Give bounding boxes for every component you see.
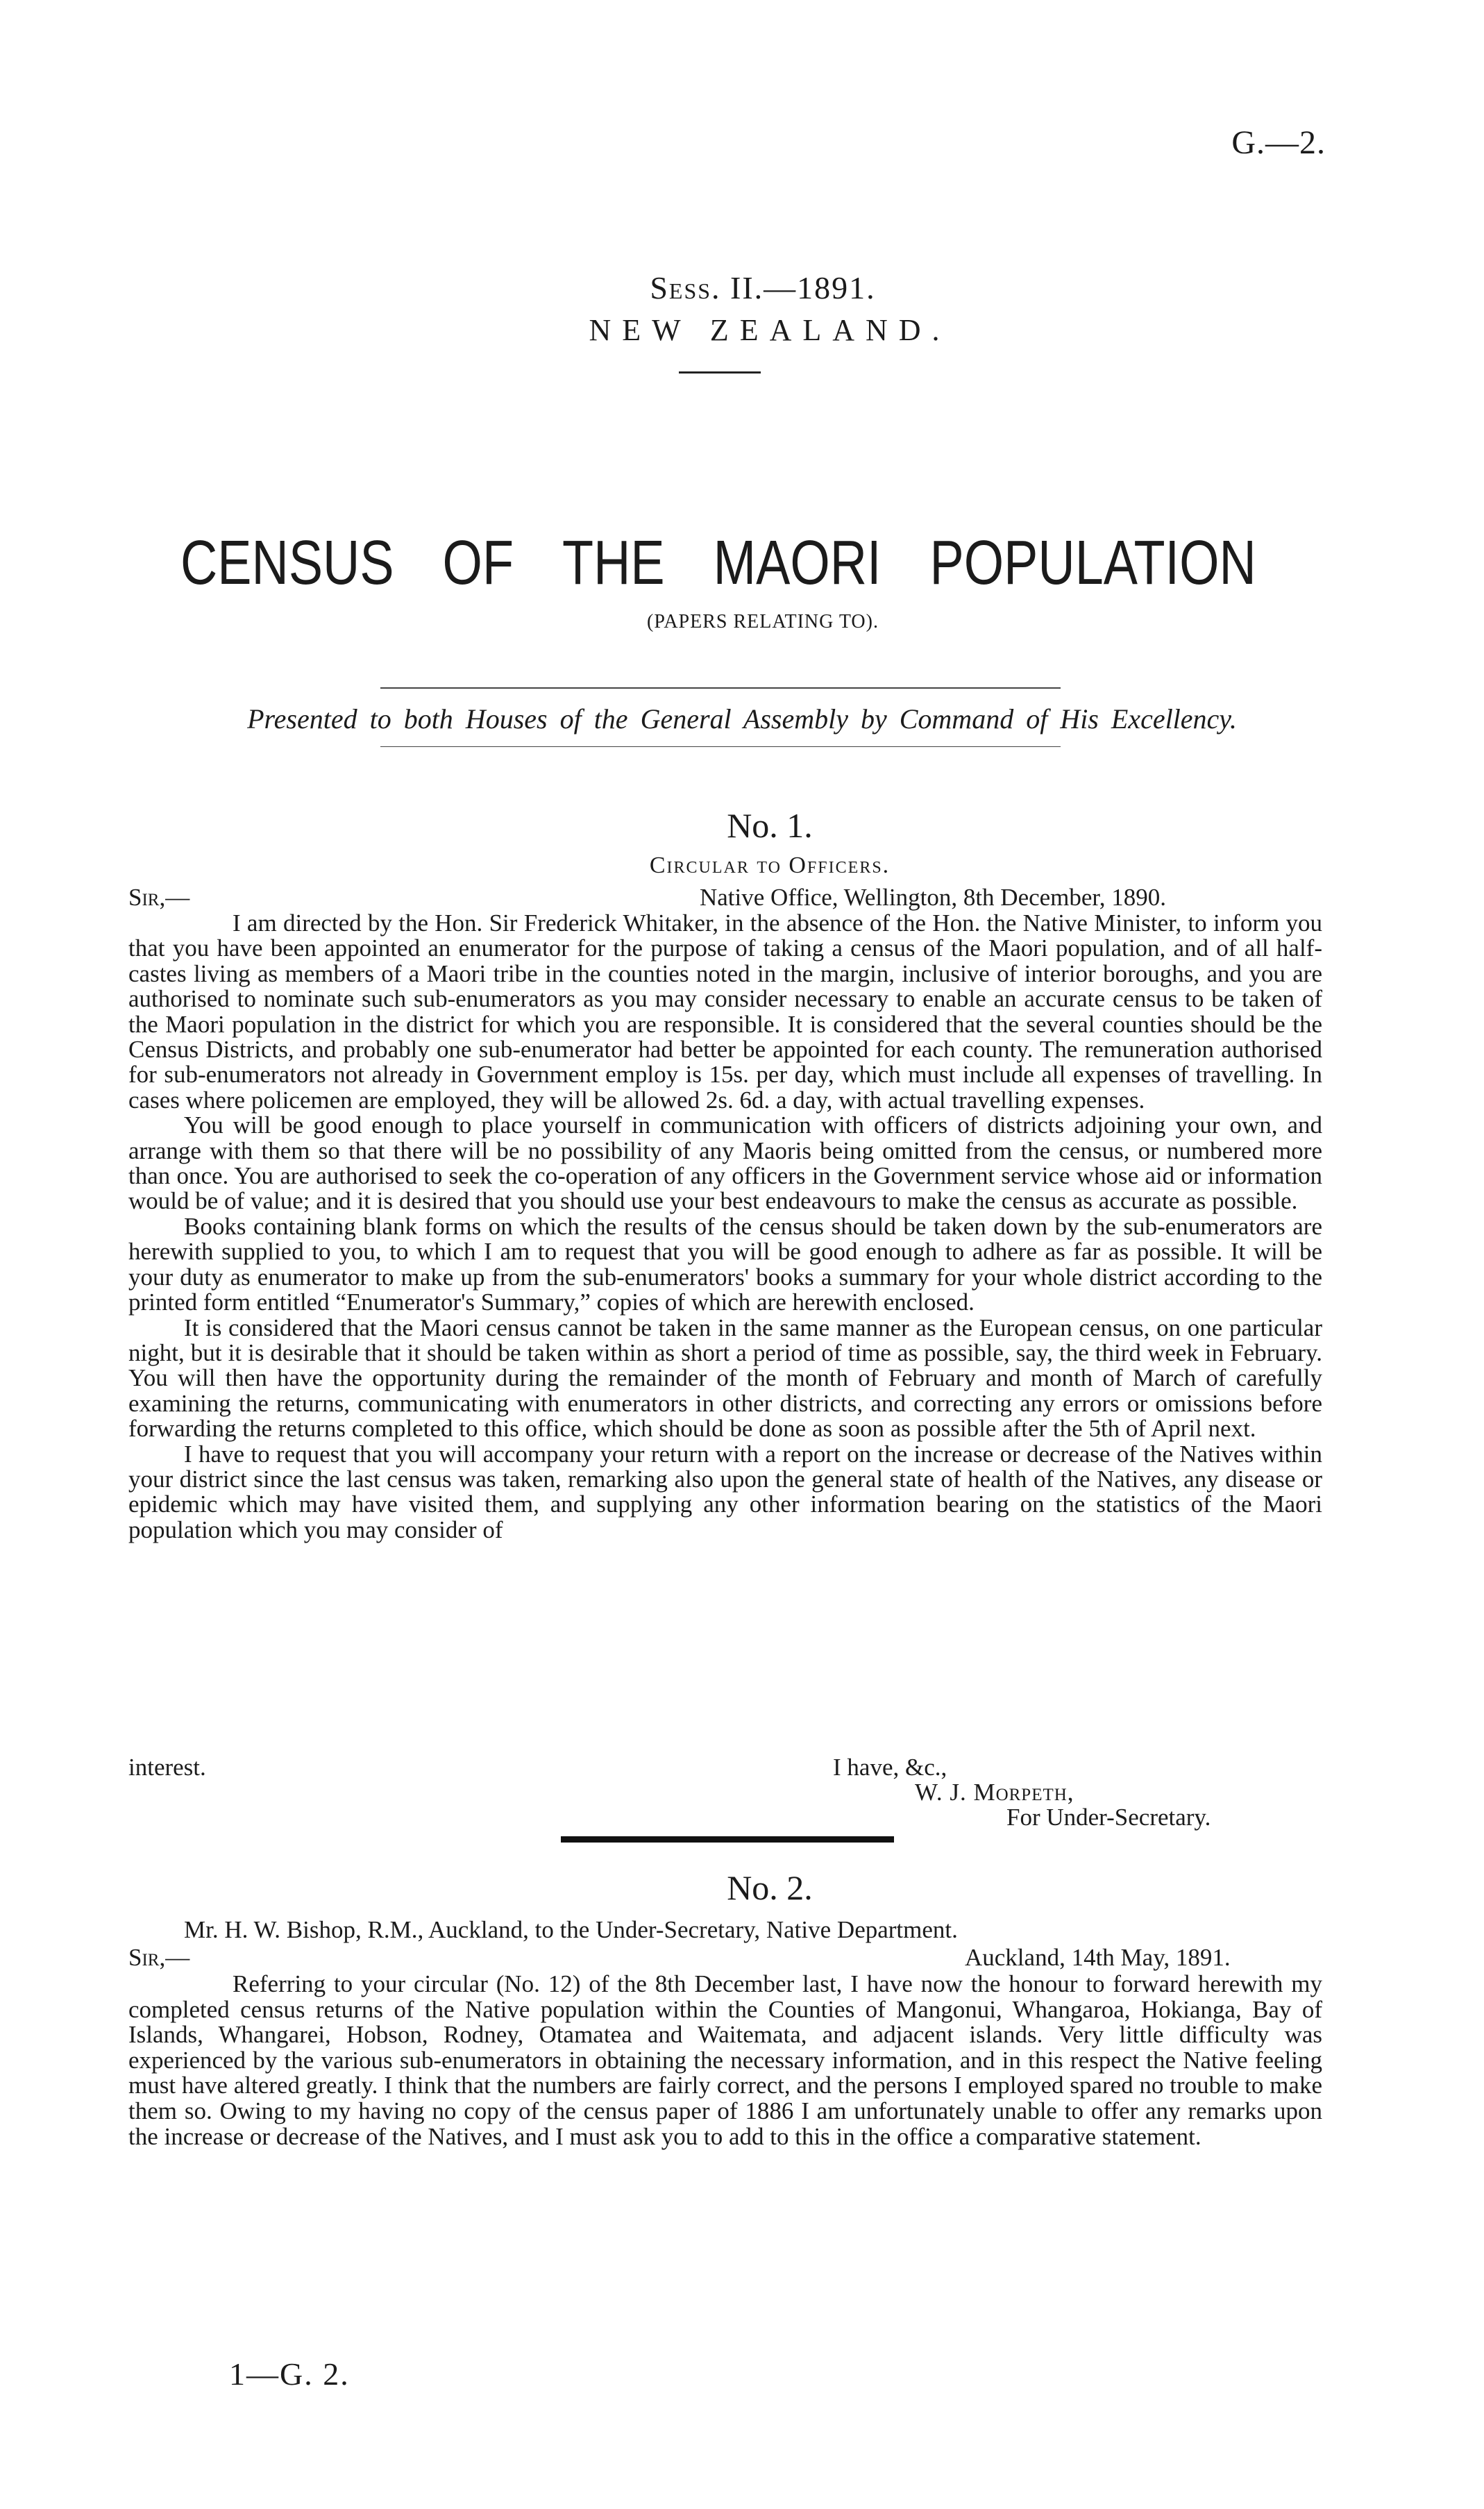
document-subtitle: (PAPERS RELATING TO).	[647, 611, 879, 632]
letter-body-2	[128, 1972, 1322, 2149]
country-line: NEW ZEALAND.	[589, 313, 951, 347]
title-word: MAORI	[713, 528, 882, 598]
title-word: THE	[562, 528, 665, 598]
paper-reference: G.—2.	[1231, 124, 1326, 161]
paragraph: Books containing blank forms on which the results of the census should be taken down by the sub-enumerators are herewith supplied to you, to which I am to request that you will be good enough to adhere as far as possible. It will be your duty as enumerator to make up from the sub-enumerators' books a summary for your whole district according to the printed form entitled “Enumerator's Summary,” copies of which are herewith enclosed.	[128, 1212, 1322, 1316]
session-line: Sess. II.—1891.	[650, 270, 876, 305]
paragraph: I am directed by the Hon. Sir Frederick Whitaker, in the absence of the Hon. the Native Minister, to inform you that you have been appointed an enumerator for the purpose of taking a census of the Maori population, and of all half-castes living as members of a Maori tribe in the counties noted in the margin, inclusive of interior boroughs, and you are authorised to nominate such sub-enumerators as you may consider necessary to enable an accurate census to be taken of the Maori population in the district for which you are responsible. It is considered that the several counties should be the Census Districts, and probably one sub-enumerator had better be appointed for each county. The remuneration authorised for sub-enumerators not already in Government employ is 15s. per day, which must include all expenses of travelling. In cases where policemen are employed, they will be allowed 2s. 6d. a day, with actual travelling expenses.	[128, 909, 1322, 1114]
letter-body	[128, 911, 1322, 1543]
section-heading-no2: No. 2.	[727, 1868, 813, 1907]
paragraph: You will be good enough to place yourself in communication with officers of districts adjoining your own, and arrange with them so that there will be no possibility of any Maoris being omitted from the census, or numbered more than once. You are authorised to seek the co-operation of any officers in the Government service whose aid or information would be of value; and it is desired that you should use your best endeavours to make the census as accurate as possible.	[128, 1111, 1322, 1215]
signature: W. J. Morpeth,	[915, 1779, 1074, 1806]
title-word: CENSUS	[180, 528, 394, 598]
salutation-2: Sir,—	[128, 1944, 190, 1971]
signature-title: For Under-Secretary.	[1006, 1804, 1211, 1831]
divider-bottom	[380, 746, 1061, 747]
presented-line: Presented to both Houses of the General Assembly by Command of His Excellency.	[247, 703, 1237, 735]
title-word: POPULATION	[929, 528, 1256, 598]
paragraph: It is considered that the Maori census cannot be taken in the same manner as the European census, on one particular night, but it is desirable that it should be taken within as short a period of time as possible, say, the third week in February. You will then have the opportunity during the remainder of the month of February and month of March of carefully examining the returns, communicating with enumerators in other districts, and correcting any errors or omissions before forwarding the returns completed to this office, which should be done as soon as possible after the 5th of April next.	[128, 1314, 1322, 1443]
short-divider	[679, 371, 761, 374]
place-date-2: Auckland, 14th May, 1891.	[965, 1944, 1231, 1971]
section-divider	[561, 1836, 894, 1843]
section-heading-no1: No. 1.	[727, 806, 813, 845]
salutation: Sir,—	[128, 884, 190, 911]
divider-top	[380, 687, 1061, 689]
title-word: OF	[442, 528, 514, 598]
circular-subheading: Circular to Officers.	[649, 853, 891, 878]
place-date: Native Office, Wellington, 8th December, 1890.	[700, 884, 1166, 911]
paragraph: Referring to your circular (No. 12) of the 8th December last, I have now the honour to forward herewith my completed census returns of the Native population within the Counties of Mangonui, Whangaroa, Hokianga, Bay of Islands, Whangarei, Hobson, Rodney, Otamatea and Waitemata, and adjacent islands. Very little difficulty was experienced by the various sub-enumerators in obtaining the necessary information, and in this respect the Native feeling must have altered greatly. I think that the numbers are fairly correct, and the persons I employed spared no trouble to make them so. Owing to my having no copy of the census paper of 1886 I am unfortunately unable to offer any remarks upon the increase or decrease of the Natives, and I must ask you to add to this in the office a comparative statement.	[128, 1970, 1322, 2150]
document-title	[180, 528, 1256, 604]
page-footer: 1—G. 2.	[229, 2356, 350, 2392]
closing-word: interest.	[128, 1754, 206, 1781]
letter-subheading: Mr. H. W. Bishop, R.M., Auckland, to the Under-Secretary, Native Department.	[184, 1916, 958, 1943]
closing-line: I have, &c.,	[833, 1754, 947, 1781]
paragraph: I have to request that you will accompany your return with a report on the increase or decrease of the Natives within your district since the last census was taken, remarking also upon the general state of health of the Natives, any disease or epidemic which may have visited them, and supplying any other information bearing on the statistics of the Maori population which you may consider of	[128, 1440, 1322, 1543]
